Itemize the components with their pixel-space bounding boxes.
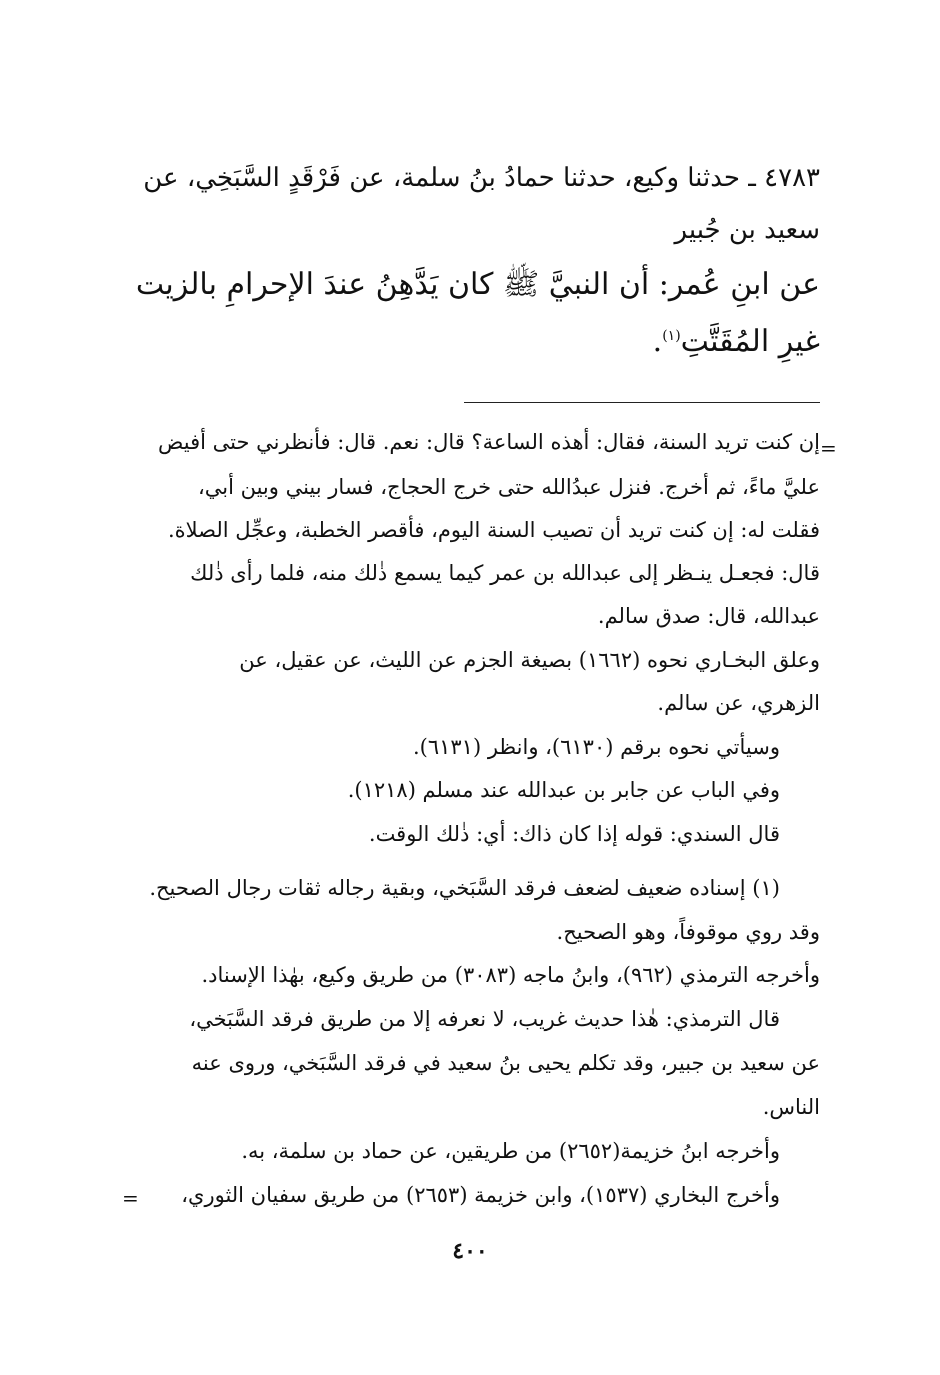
continuation-mark: = — [820, 436, 837, 460]
footnote-cont-line-4: قال: فجعـل ينـظر إلى عبدالله بن عمر كيما يسمع ذٰلك منه، فلما رأى ذٰلك — [190, 561, 820, 585]
matn-text: غيرِ المُقَتَّتِ — [680, 324, 820, 359]
footnote-cont-line-5: عبدالله، قال: صدق سالم. — [597, 604, 820, 628]
tirmidhi-line-3: الناس. — [762, 1095, 820, 1119]
hadith-matn-line-1: عن ابنِ عُمر: أن النبيَّ ﷺ كان يَدَّهِنُ عندَ الإحرامِ بالزيت — [135, 267, 820, 302]
sindi-line: قال السندي: قوله إذا كان ذاك: أي: ذٰلك الوقت. — [368, 822, 780, 846]
footnote-separator — [464, 402, 820, 403]
hadith-isnad-line-2: سعيد بن جُبير — [674, 215, 820, 245]
footnote-1-line-1: (١) إسناده ضعيف لضعف فرقد السَّبَخي، وبقية رجاله ثقات رجال الصحيح. — [149, 876, 780, 900]
page-number: ٤٠٠ — [452, 1238, 488, 1264]
matn-end: . — [652, 324, 663, 359]
hadith-isnad-line-1: ٤٧٨٣ ـ حدثنا وكيع، حدثنا حمادُ بنُ سلمة، عن فَرْقَدٍ السَّبَخِي، عن — [143, 163, 820, 193]
bab-line: وفي الباب عن جابر بن عبدالله عند مسلم (١٢١٨). — [347, 778, 780, 802]
footnote-marker: (١) — [662, 328, 681, 344]
takhrij-line: وأخرجه الترمذي (٩٦٢)، وابنُ ماجه (٣٠٨٣) من طريق وكيع، بهٰذا الإسناد. — [201, 963, 820, 987]
khuzayma-line: وأخرجه ابنُ خزيمة(٢٦٥٢) من طريقين، عن حماد بن سلمة، به. — [241, 1139, 780, 1163]
hadith-matn-line-2 — [653, 324, 820, 359]
footnote-cont-line-1: إن كنت تريد السنة، فقال: أهذه الساعة؟ قال: نعم. قال: فأنظرني حتى أفيض — [158, 430, 820, 454]
tirmidhi-line-1: قال الترمذي: هٰذا حديث غريب، لا نعرفه إلا من طريق فرقد السَّبَخي، — [189, 1007, 780, 1031]
last-continuation-mark: = — [122, 1186, 139, 1210]
bukhari-line-1: وعلق البخـاري نحوه (١٦٦٢) بصيغة الجزم عن الليث، عن عقيل، عن — [239, 648, 820, 672]
bukhari-line-2: الزهري، عن سالم. — [657, 691, 820, 715]
footnote-cont-line-2: عليَّ ماءً، ثم أخرج. فنزل عبدُالله حتى خرج الحجاج، فسار بيني وبين أبي، — [197, 475, 820, 499]
footnote-1-line-2: وقد روي موقوفاً، وهو الصحيح. — [556, 920, 820, 944]
sayati-line: وسيأتي نحوه برقم (٦١٣٠)، وانظر (٦١٣١). — [412, 735, 780, 759]
last-line: وأخرج البخاري (١٥٣٧)، وابن خزيمة (٢٦٥٣) من طريق سفيان الثوري، — [181, 1183, 780, 1207]
tirmidhi-line-2: عن سعيد بن جبير، وقد تكلم يحيى بنُ سعيد في فرقد السَّبَخي، وروى عنه — [191, 1051, 820, 1075]
footnote-cont-line-3: فقلت له: إن كنت تريد أن تصيب السنة اليوم، فأقصر الخطبة، وعجِّل الصلاة. — [167, 518, 820, 542]
